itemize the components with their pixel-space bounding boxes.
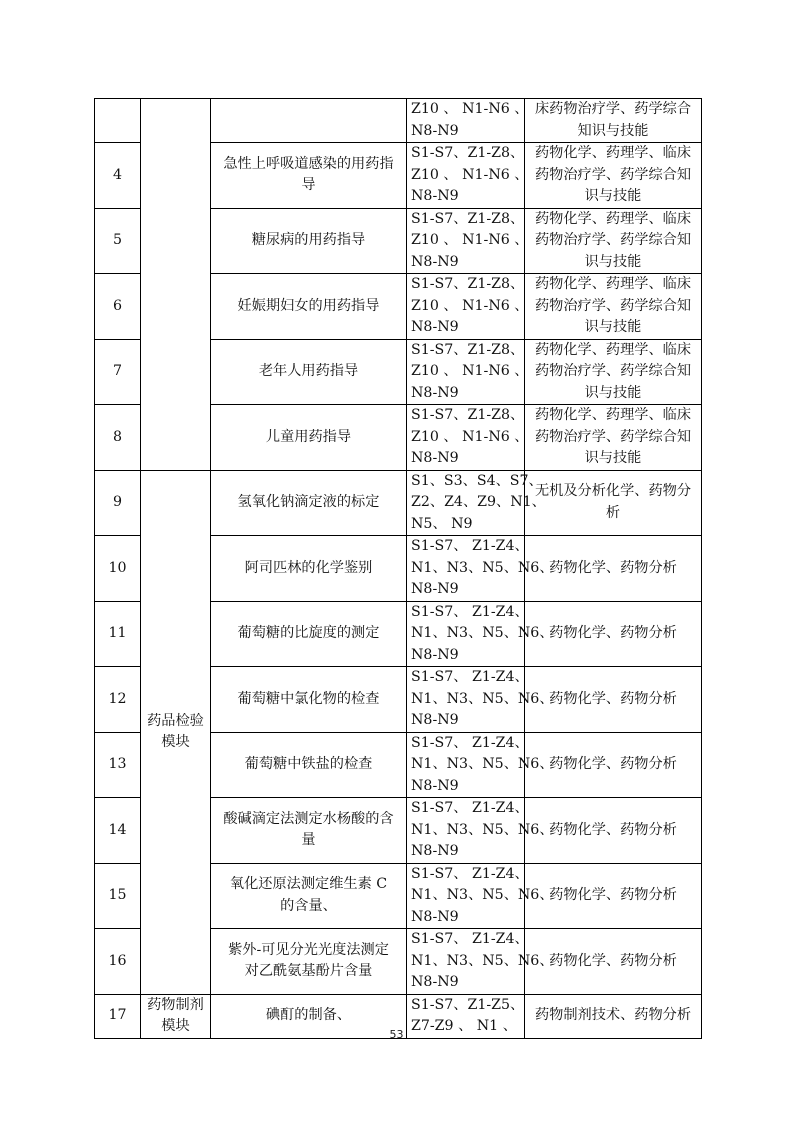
competency-codes xyxy=(407,208,529,274)
row-number: 17 xyxy=(95,994,141,1038)
task-name: 急性上呼吸道感染的用药指导 xyxy=(211,143,407,209)
row-number: 12 xyxy=(95,667,141,733)
code-line: N1、N3、N5、N6、 xyxy=(411,887,554,903)
row-number: 14 xyxy=(95,798,141,864)
code-line: S1-S7、Z1-Z8、 xyxy=(411,210,525,227)
competency-codes xyxy=(407,601,554,667)
row-number: 11 xyxy=(95,601,141,667)
related-courses: 药物化学、药理学、临床药物治疗学、药学综合知识与技能 xyxy=(525,208,702,274)
row-number xyxy=(95,99,141,143)
related-courses: 药物化学、药物分析 xyxy=(525,667,702,733)
code-line: N1、N3、N5、N6、 xyxy=(411,821,554,838)
related-courses: 药物化学、药理学、临床药物治疗学、药学综合知识与技能 xyxy=(525,405,702,471)
code-line: S1、S3、S4、S7、 xyxy=(411,472,543,489)
code-line: N5、 N9 xyxy=(411,515,473,532)
related-courses: 无机及分析化学、药物分析 xyxy=(525,470,702,536)
task-name xyxy=(211,99,407,143)
task-name: 葡萄糖的比旋度的测定 xyxy=(211,601,407,667)
competency-codes xyxy=(407,405,529,471)
row-number: 4 xyxy=(95,143,141,209)
competency-codes xyxy=(407,929,554,995)
code-line: N8-N9 xyxy=(411,581,459,597)
code-line: N1、N3、N5、N6、 xyxy=(411,690,554,707)
table-row xyxy=(95,470,702,536)
code-line: Z10 、 N1-N6 、 xyxy=(411,101,529,117)
task-name: 阿司匹林的化学鉴别 xyxy=(211,536,407,602)
code-line: Z10 、 N1-N6 、 xyxy=(411,363,529,379)
code-line: N8-N9 xyxy=(411,319,459,335)
code-line: S1-S7、Z1-Z8、 xyxy=(411,276,525,292)
competency-codes xyxy=(407,732,554,798)
code-line: S1-S7、 Z1-Z4、 xyxy=(411,538,529,554)
course-table xyxy=(94,98,702,1039)
page-number: 53 xyxy=(389,1028,404,1041)
competency-codes xyxy=(407,99,529,143)
task-name: 葡萄糖中氯化物的检查 xyxy=(211,667,407,733)
related-courses: 药物化学、药物分析 xyxy=(525,732,702,798)
related-courses: 药物化学、药物分析 xyxy=(525,863,702,929)
row-number: 9 xyxy=(95,470,141,536)
code-line: S1-S7、 Z1-Z4、 xyxy=(411,603,529,620)
task-name: 氧化还原法测定维生素 C 的含量、 xyxy=(211,863,407,929)
code-line: N8-N9 xyxy=(411,908,459,925)
competency-codes xyxy=(407,143,529,209)
row-number: 7 xyxy=(95,339,141,405)
code-line: N8-N9 xyxy=(411,843,459,859)
related-courses: 床药物治疗学、药学综合知识与技能 xyxy=(525,99,702,143)
code-line: S1-S7、 Z1-Z4、 xyxy=(411,931,529,947)
code-line: S1-S7、Z1-Z8、 xyxy=(411,341,525,358)
competency-codes xyxy=(407,667,554,733)
code-line: N1、N3、N5、N6、 xyxy=(411,756,554,772)
code-line: S1-S7、Z1-Z8、 xyxy=(411,145,525,161)
competency-codes xyxy=(407,274,529,340)
related-courses: 药物制剂技术、药物分析 xyxy=(525,994,702,1038)
code-line: S1-S7、 Z1-Z4、 xyxy=(411,669,529,685)
row-number: 13 xyxy=(95,732,141,798)
row-number: 15 xyxy=(95,863,141,929)
code-line: N8-N9 xyxy=(411,777,459,794)
code-line: S1-S7、 Z1-Z4、 xyxy=(411,800,529,816)
row-number: 6 xyxy=(95,274,141,340)
competency-codes xyxy=(407,863,554,929)
related-courses: 药物化学、药理学、临床药物治疗学、药学综合知识与技能 xyxy=(525,143,702,209)
code-line: N1、N3、N5、N6、 xyxy=(411,559,554,576)
task-name: 碘酊的制备、 xyxy=(211,994,407,1038)
task-name: 妊娠期妇女的用药指导 xyxy=(211,274,407,340)
task-name: 紫外-可见分光光度法测定对乙酰氨基酚片含量 xyxy=(211,929,407,995)
code-line: N8-N9 xyxy=(411,253,459,270)
code-line: Z7-Z9 、 N1 、 xyxy=(411,1018,517,1034)
related-courses: 药物化学、药物分析 xyxy=(525,798,702,864)
table-body xyxy=(95,99,702,1039)
task-name: 酸碱滴定法测定水杨酸的含量 xyxy=(211,798,407,864)
module-preparation: 药物制剂模块 xyxy=(141,994,211,1038)
module-cell-blank xyxy=(141,99,211,471)
code-line: S1-S7、Z1-Z5、 xyxy=(411,996,525,1013)
related-courses: 药物化学、药理学、临床药物治疗学、药学综合知识与技能 xyxy=(525,274,702,340)
task-name: 糖尿病的用药指导 xyxy=(211,208,407,274)
competency-codes xyxy=(407,798,554,864)
code-line: N8-N9 xyxy=(411,450,459,466)
task-name: 儿童用药指导 xyxy=(211,405,407,471)
module-inspection: 药品检验模块 xyxy=(141,470,211,994)
code-line: N8-N9 xyxy=(411,384,459,401)
code-line: Z10 、 N1-N6 、 xyxy=(411,428,529,445)
row-number: 10 xyxy=(95,536,141,602)
related-courses: 药物化学、药理学、临床药物治疗学、药学综合知识与技能 xyxy=(525,339,702,405)
competency-codes xyxy=(407,339,529,405)
task-name: 老年人用药指导 xyxy=(211,339,407,405)
code-line: N1、N3、N5、N6、 xyxy=(411,952,554,969)
code-line: N8-N9 xyxy=(411,646,459,663)
code-line: S1-S7、Z1-Z8、 xyxy=(411,407,525,423)
code-line: Z2、Z4、Z9、N1、 xyxy=(411,494,546,510)
row-number: 8 xyxy=(95,405,141,471)
related-courses: 药物化学、药物分析 xyxy=(525,601,702,667)
task-name: 葡萄糖中铁盐的检查 xyxy=(211,732,407,798)
code-line: Z10 、 N1-N6 、 xyxy=(411,166,529,183)
competency-codes xyxy=(407,470,546,536)
code-line: N8-N9 xyxy=(411,188,459,204)
task-name: 氢氧化钠滴定液的标定 xyxy=(211,470,407,536)
related-courses: 药物化学、药物分析 xyxy=(525,536,702,602)
code-line: S1-S7、 Z1-Z4、 xyxy=(411,734,529,751)
competency-codes xyxy=(407,536,554,602)
code-line: Z10 、 N1-N6 、 xyxy=(411,297,529,314)
row-number: 5 xyxy=(95,208,141,274)
code-line: S1-S7、 Z1-Z4、 xyxy=(411,865,529,882)
table-row xyxy=(95,99,702,143)
code-line: N8-N9 xyxy=(411,712,459,728)
row-number: 16 xyxy=(95,929,141,995)
code-line: N8-N9 xyxy=(411,122,459,139)
code-line: N8-N9 xyxy=(411,974,459,990)
code-line: Z10 、 N1-N6 、 xyxy=(411,232,529,248)
code-line: N1、N3、N5、N6、 xyxy=(411,625,554,641)
related-courses: 药物化学、药物分析 xyxy=(525,929,702,995)
